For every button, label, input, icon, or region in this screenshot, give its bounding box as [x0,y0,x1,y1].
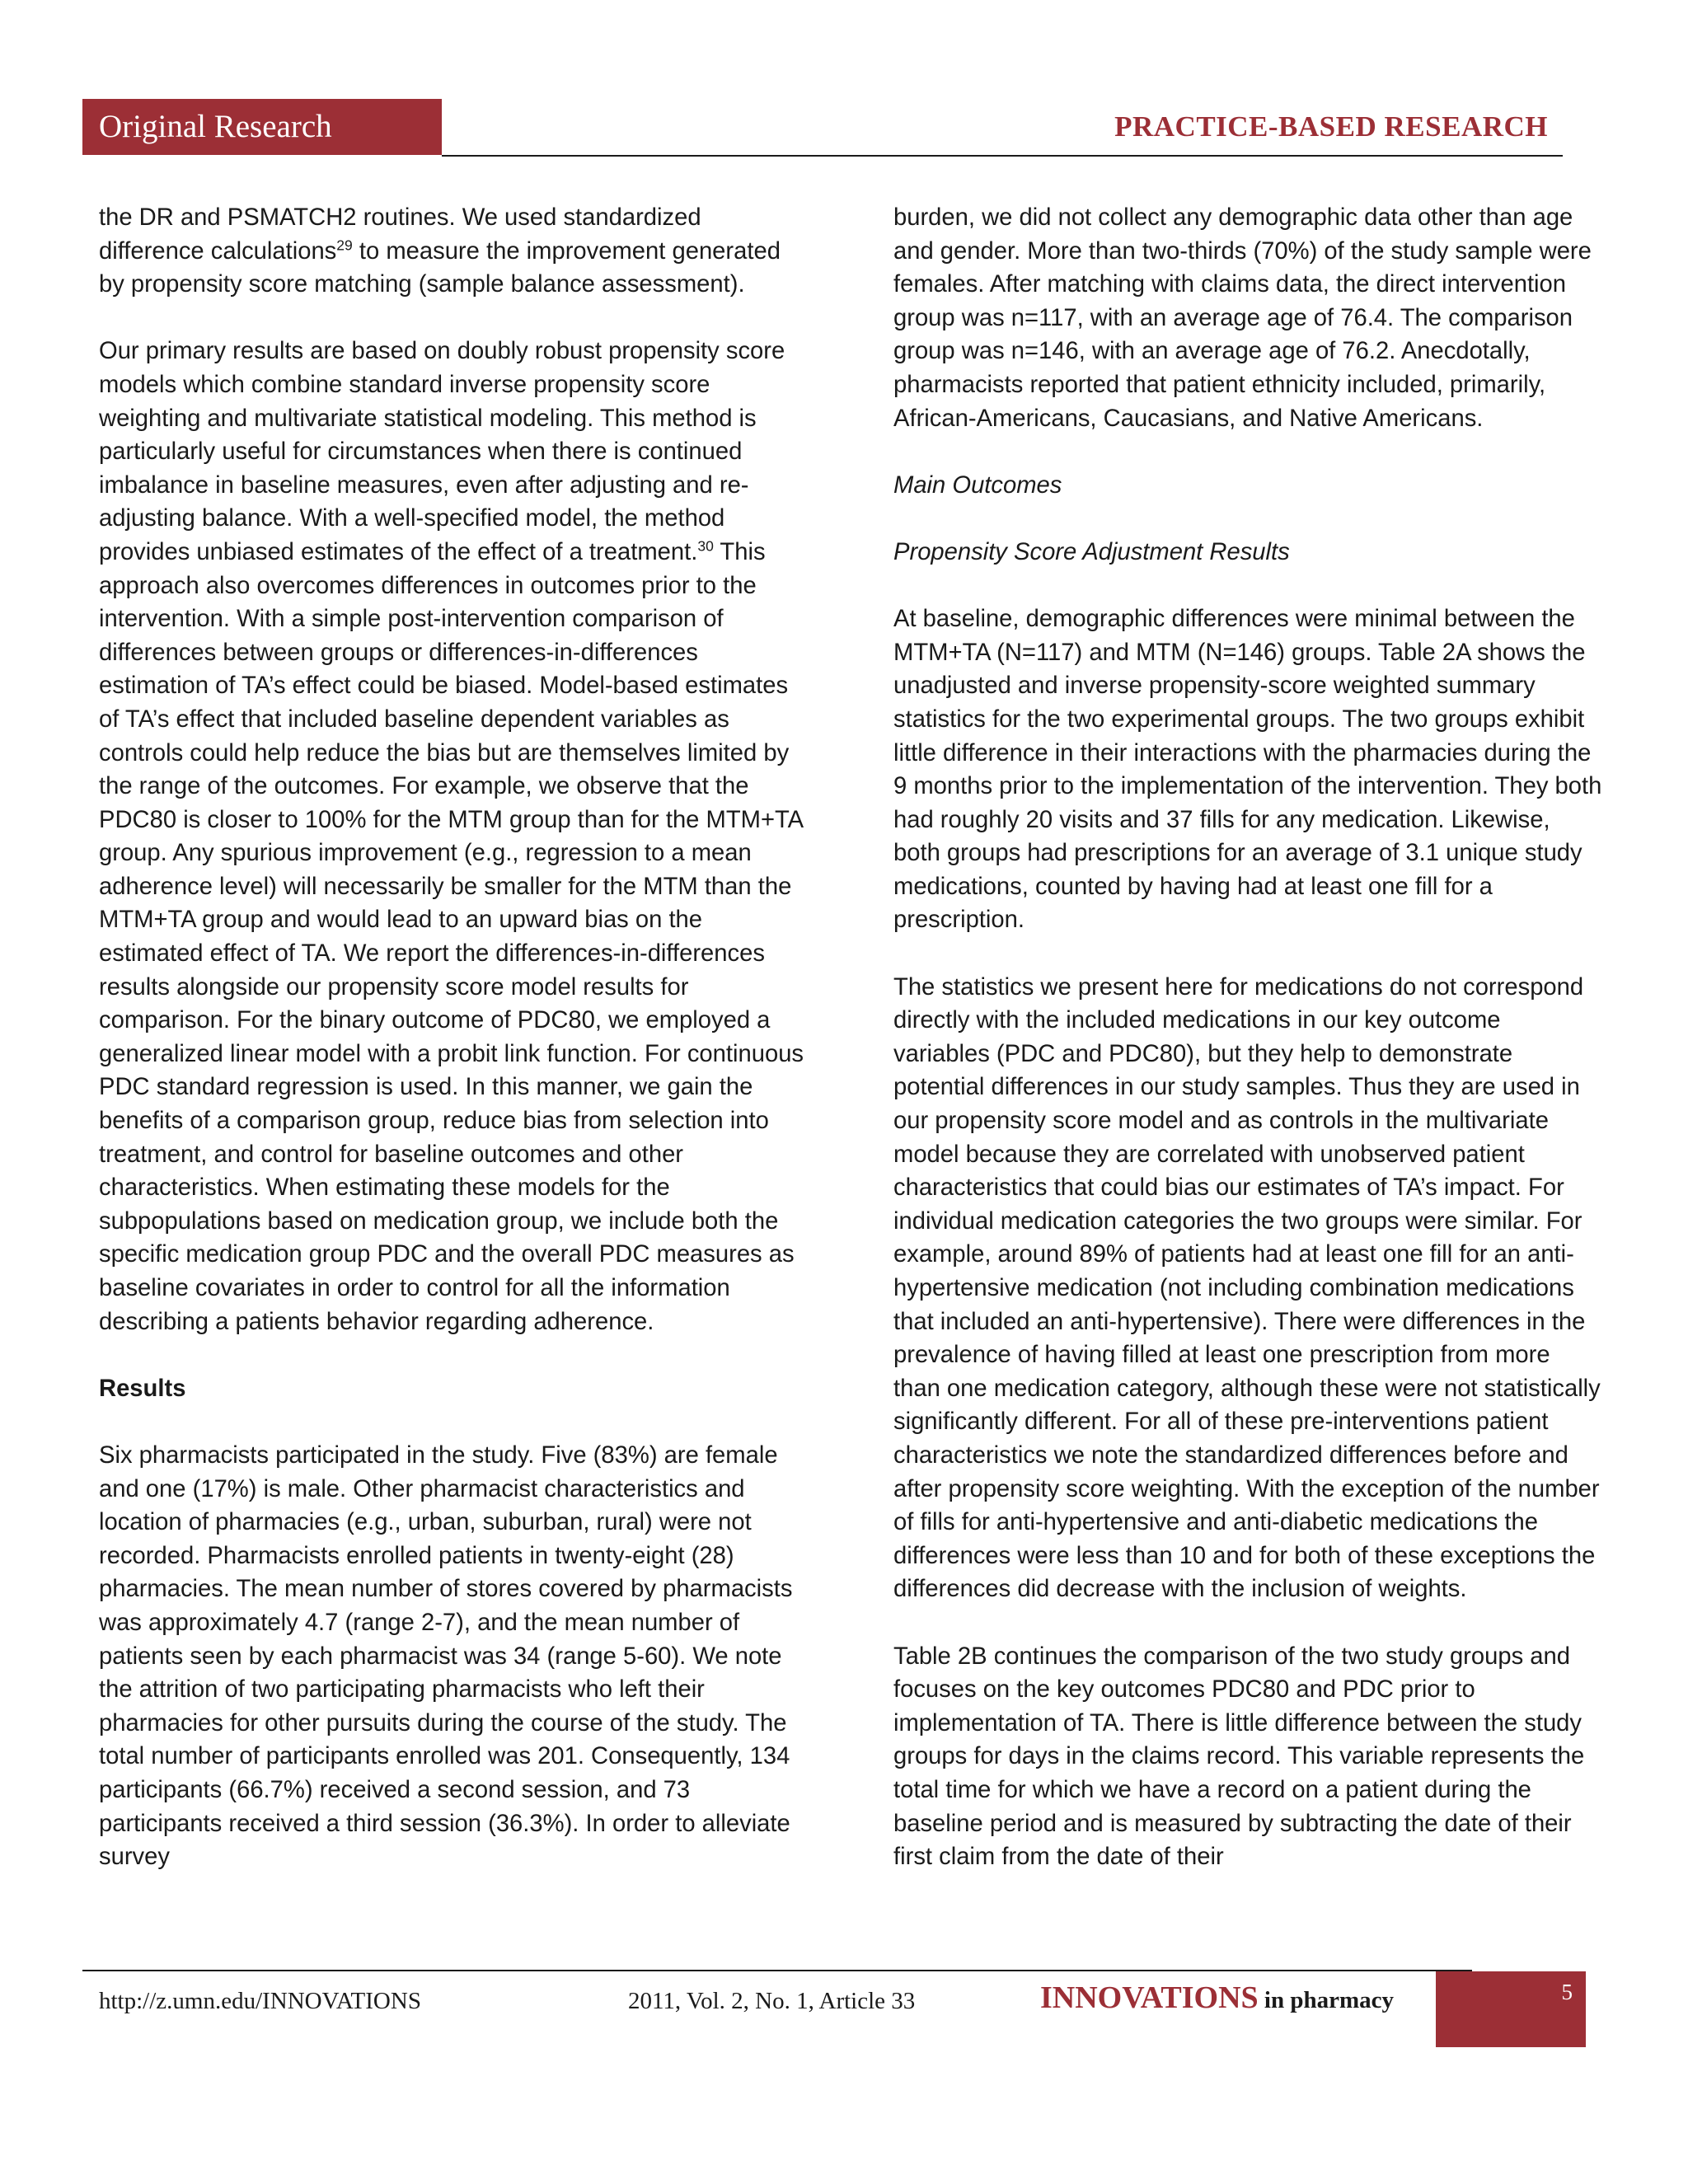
subheading-propensity: Propensity Score Adjustment Results [893,538,1290,565]
paragraph-table-2b: Table 2B continues the comparison of the two study groups and focuses on the key outcomes PDC80 and PDC prior to implementation of TA. There is little difference between the study groups for days in the claims record. This variable represents the total time for which we have a record on a patient during the baseline period and is measured by subtracting the date of their first claim from the date of their [893,1643,1585,1871]
text-span: This approach also overcomes differences in outcomes prior to the intervention. With a simple post-intervention comparison of differences between groups or differences-in-differences estimation of TA’s effect could be biased. Model-based estimates of TA’s effect that included baseline dependent variables as controls could help reduce the bias but are themselves limited by the range of the outcomes. For example, we observe that the PDC80 is closer to 100% for the MTM group than for the MTM+TA group. Any spurious improvement (e.g., regression to a mean adherence level) will necessarily be smaller for the MTM than the MTM+TA group and would lead to an upward bias on the estimated effect of TA. We report the differences-in-differences results alongside our propensity score model results for comparison. For the binary outcome of PDC80, we employed a generalized linear model with a probit link function. For continuous PDC standard regression is used. In this manner, we gain the benefits of a comparison group, reduce bias from selection into treatment, and control for baseline outcomes and other characteristics. When estimating these models for the subpopulations based on medication group, we include both the specific medication group PDC and the overall PDC measures as baseline covariates in order to control for all the information describing a patients behavior regarding adherence. [99,538,804,1335]
page-number: 5 [1436,1971,1586,2047]
paragraph-statistics: The statistics we present here for medications do not correspond directly with the included medications in our key outcome variables (PDC and PDC80), but they help to demonstrate potential differences in our study samples. Thus they are used in our propensity score model and as controls in the multivariate model because they are correlated with unobserved patient characteristics that could bias our estimates of TA’s impact. For individual medication categories the two groups were similar. For example, around 89% of patients had at least one fill for an anti-hypertensive medication (not including combination medications that included an anti-hypertensive). There were differences in the prevalence of having filled at least one prescription from more than one medication category, although these were not statistically significantly different. For all of these pre-interventions patient characteristics we note the standardized differences before and after propensity score weighting. With the exception of the number of fills for anti-hypertensive and anti-diabetic medications the differences were less than 10 and for both of these exceptions the differences did decrease with the inclusion of weights. [893,973,1601,1603]
text-span: Our primary results are based on doubly robust propensity score models which combine standard inverse propensity score weighting and multivariate statistical modeling. This method is particularly useful for circumstances when there is continued imbalance in baseline measures, even after adjusting and re-adjusting balance. With a well-specified model, the method provides unbiased estimates of the effect of a treatment. [99,338,785,565]
text-span: to measure the improvement generated by propensity score matching (sample balance assessment). [99,237,781,298]
footer-divider [82,1970,1472,1971]
footer-url-link[interactable]: http://z.umn.edu/INNOVATIONS [99,1988,421,2014]
footnote-ref[interactable]: 30 [697,537,714,555]
category-label: PRACTICE-BASED RESEARCH [1114,110,1548,143]
paragraph-baseline: At baseline, demographic differences were minimal between the MTM+TA (N=117) and MTM (N=146) groups. Table 2A shows the unadjusted and inverse propensity-score weighted summary statistics for the two experimental groups. The two groups exhibit little difference in their interactions with the pharmacies during the 9 months prior to the implementation of the intervention. They both had roughly 20 visits and 37 fills for any medication. Likewise, both groups had prescriptions for an average of 3.1 unique study medications, counted by having had at least one fill for a prescription. [893,606,1602,934]
subheading-main-outcomes: Main Outcomes [893,471,1062,499]
header-divider [442,155,1563,157]
text-span: the DR and PSMATCH2 routines. We used standardized difference calculations [99,204,701,265]
section-label: Original Research [82,99,442,155]
brand-name: INNOVATIONS [1040,1980,1259,2015]
results-heading: Results [99,1375,186,1402]
footer-citation: 2011, Vol. 2, No. 1, Article 33 [628,1988,916,2014]
footnote-ref[interactable]: 29 [336,236,353,253]
left-column [99,201,808,1874]
journal-brand [1040,1980,1394,2016]
brand-subtitle: in pharmacy [1258,1987,1395,2013]
paragraph-results: Six pharmacists participated in the study. Five (83%) are female and one (17%) is male. Other pharmacist characteristics and location of pharmacies (e.g., urban, suburban, rural) were not recorded. Pharmacists enrolled patients in twenty-eight (28) pharmacies. The mean number of stores covered by pharmacists was approximately 4.7 (range 2-7), and the mean number of patients seen by each pharmacist was 34 (range 5-60). We note the attrition of two participating pharmacists who left their pharmacies for other pursuits during the course of the study. The total number of participants enrolled was 201. Consequently, 134 participants (66.7%) received a second session, and 73 participants received a third session (36.3%). In order to alleviate survey [99,1441,793,1871]
paragraph-methods-2 [99,335,808,1338]
paragraph-demographics: burden, we did not collect any demographic data other than age and gender. More than two-thirds (70%) of the study sample were females. After matching with claims data, the direct intervention group was n=117, with an average age of 76.4. The comparison group was n=146, with an average age of 76.2. Anecdotally, pharmacists reported that patient ethnicity included, primarily, African-Americans, Caucasians, and Native Americans. [893,204,1592,432]
right-column [893,201,1602,1874]
paragraph-methods-1 [99,201,808,302]
